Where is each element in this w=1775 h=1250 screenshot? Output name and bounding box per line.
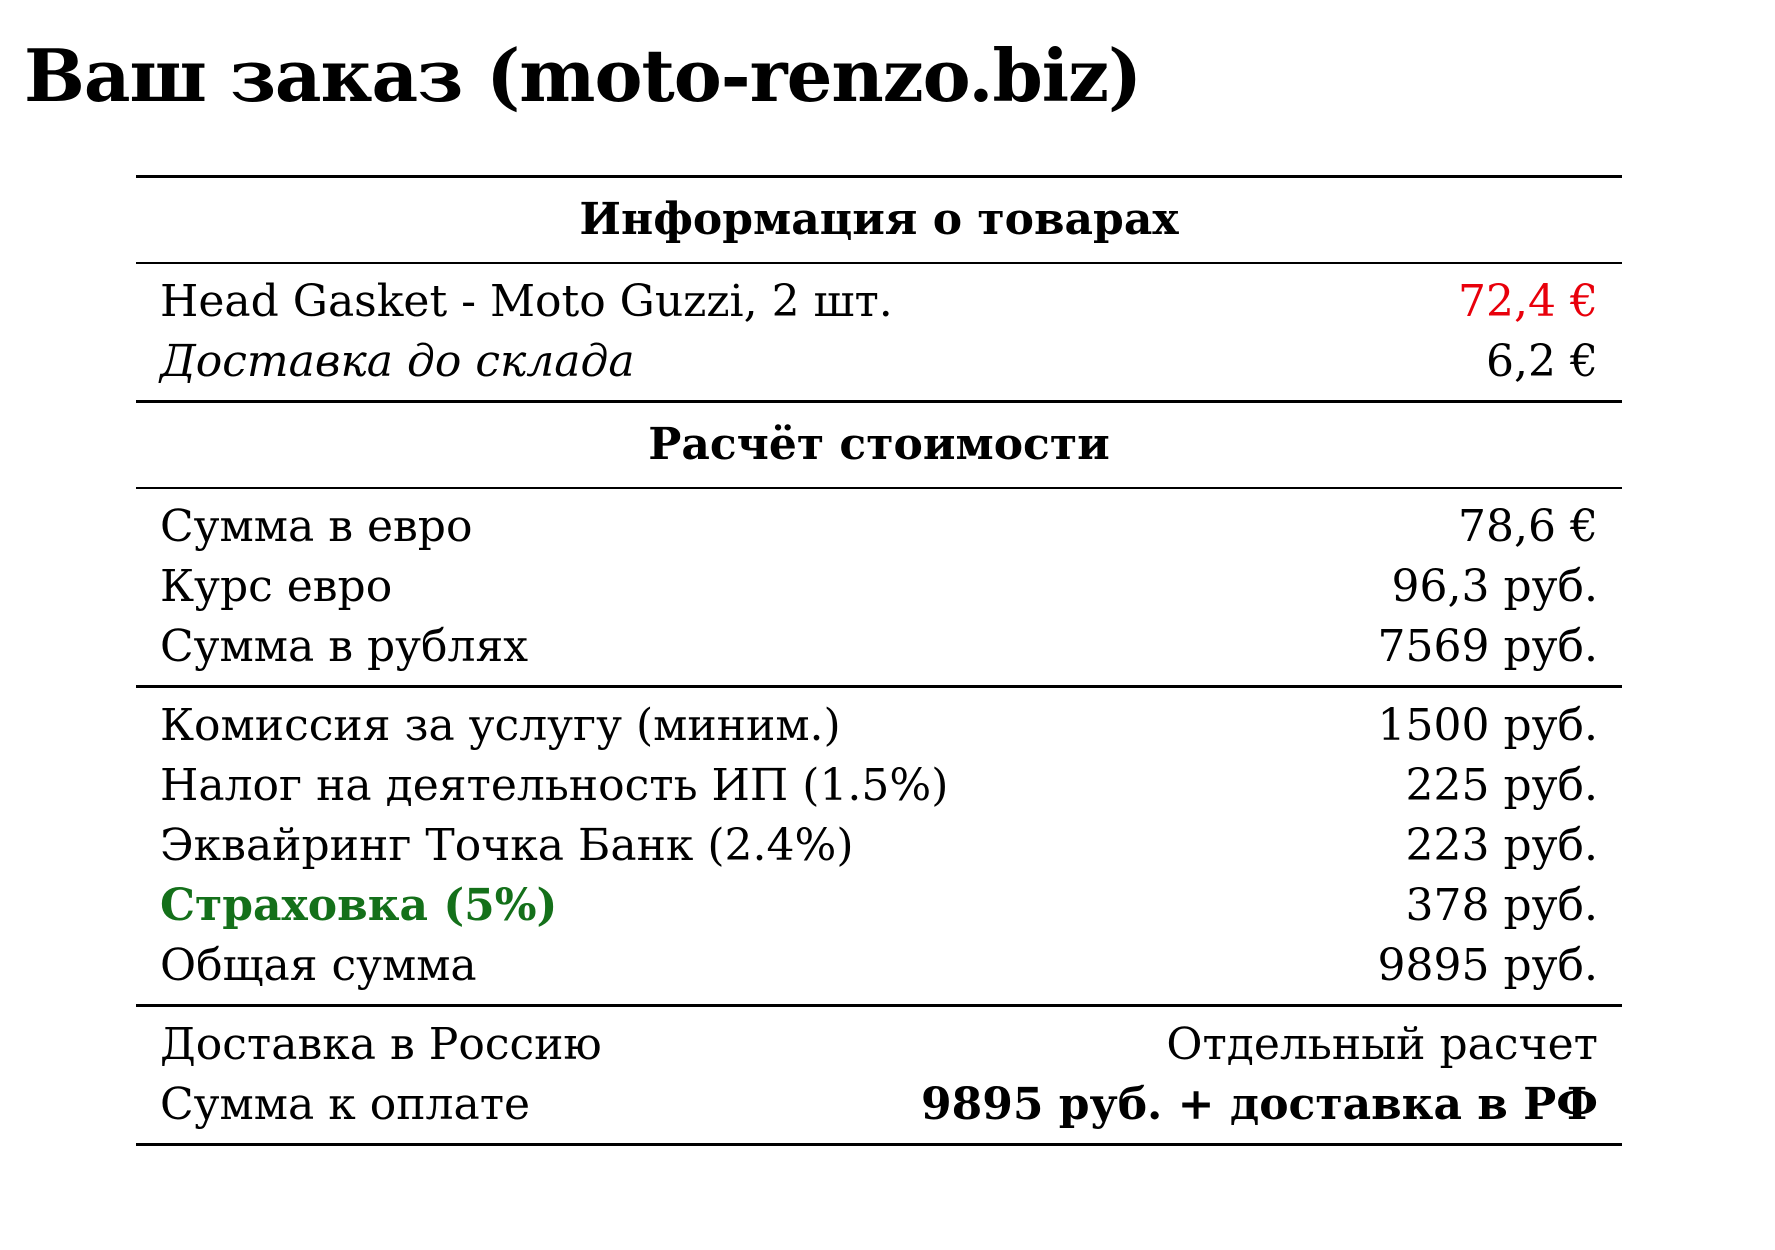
total-row — [136, 936, 1622, 996]
goods-item-row — [136, 272, 1622, 332]
page-title: Ваш заказ (moto-renzo.biz) — [24, 33, 1142, 118]
order-summary-table — [136, 175, 1622, 1146]
amount-due-value: 9895 руб. + доставка в РФ — [920, 1079, 1598, 1130]
tax-value: 225 руб. — [1405, 760, 1598, 811]
calc-section-header: Расчёт стоимости — [648, 419, 1110, 470]
euro-rate-value: 96,3 руб. — [1391, 561, 1598, 612]
rub-sum-label: Сумма в рублях — [160, 621, 529, 672]
service-fee-label: Комиссия за услугу (миним.) — [160, 700, 841, 751]
euro-sum-row — [136, 497, 1622, 557]
russia-delivery-row — [136, 1015, 1622, 1075]
total-value: 9895 руб. — [1377, 940, 1598, 991]
acquiring-value: 223 руб. — [1405, 820, 1598, 871]
warehouse-delivery-price: 6,2 € — [1486, 336, 1598, 387]
amount-due-label: Сумма к оплате — [160, 1079, 531, 1130]
service-fee-row — [136, 696, 1622, 756]
total-label: Общая сумма — [160, 940, 477, 991]
acquiring-label: Эквайринг Точка Банк (2.4%) — [160, 820, 854, 871]
final-rows — [136, 1007, 1622, 1143]
conversion-rows — [136, 489, 1622, 685]
rub-sum-value: 7569 руб. — [1377, 621, 1598, 672]
warehouse-delivery-label: Доставка до склада — [160, 336, 635, 387]
fee-rows — [136, 688, 1622, 1004]
acquiring-row — [136, 816, 1622, 876]
insurance-value: 378 руб. — [1405, 880, 1598, 931]
service-fee-value: 1500 руб. — [1377, 700, 1598, 751]
insurance-row — [136, 876, 1622, 936]
russia-delivery-value: Отдельный расчет — [1166, 1019, 1598, 1070]
goods-item-price: 72,4 € — [1458, 276, 1598, 327]
warehouse-delivery-row — [136, 332, 1622, 392]
russia-delivery-label: Доставка в Россию — [160, 1019, 602, 1070]
euro-sum-value: 78,6 € — [1458, 501, 1598, 552]
euro-sum-label: Сумма в евро — [160, 501, 473, 552]
insurance-label: Страховка (5%) — [160, 880, 558, 931]
euro-rate-label: Курс евро — [160, 561, 393, 612]
goods-section-header: Информация о товарах — [579, 194, 1179, 245]
tax-label: Налог на деятельность ИП (1.5%) — [160, 760, 949, 811]
euro-rate-row — [136, 557, 1622, 617]
goods-item-label: Head Gasket - Moto Guzzi, 2 шт. — [160, 276, 893, 327]
rub-sum-row — [136, 617, 1622, 677]
goods-rows — [136, 264, 1622, 400]
tax-row — [136, 756, 1622, 816]
amount-due-row — [136, 1075, 1622, 1135]
